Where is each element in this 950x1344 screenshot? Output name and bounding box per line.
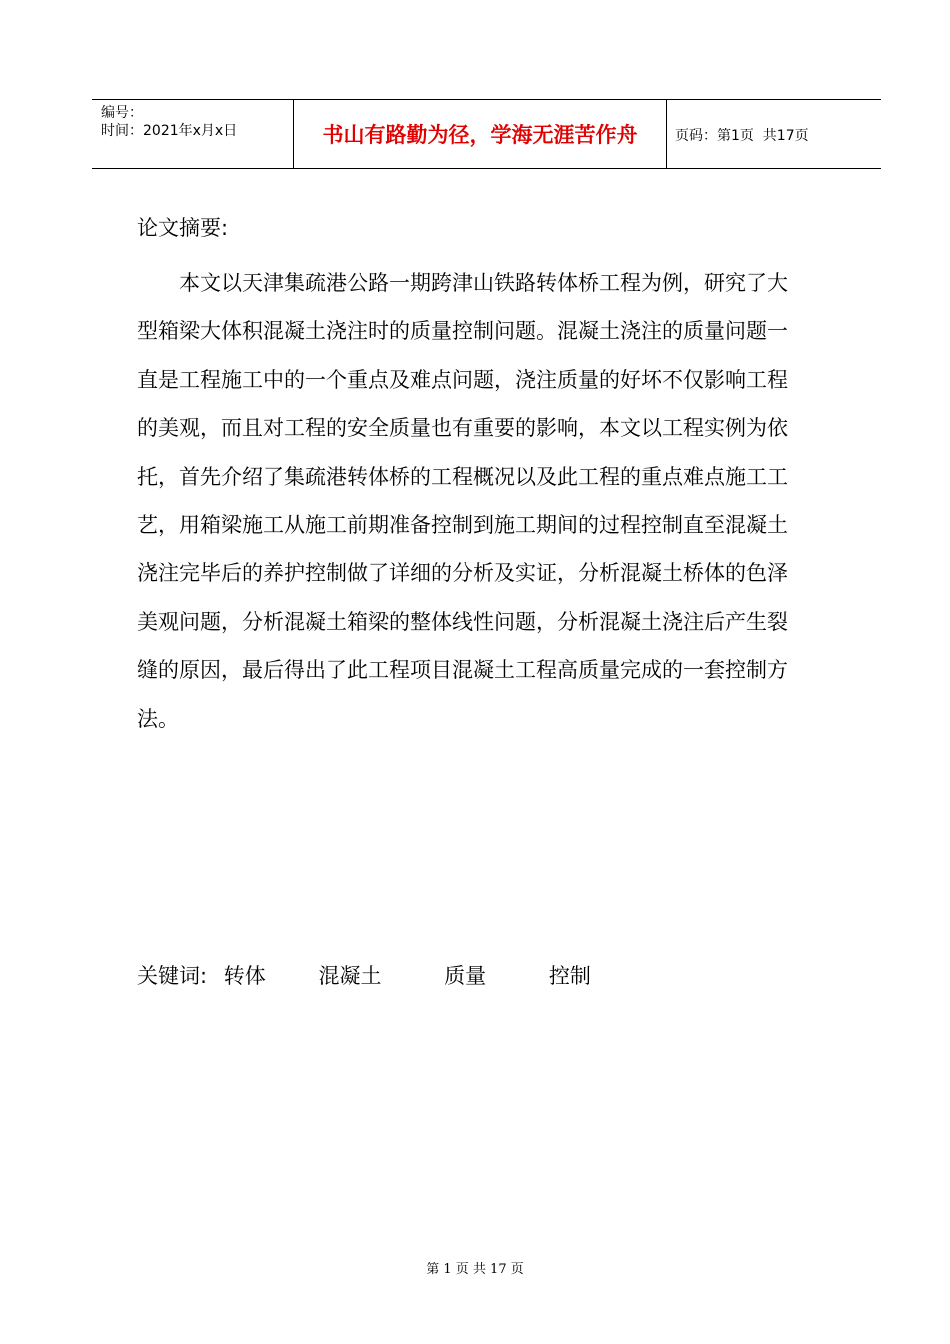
abstract-line: 法。 xyxy=(137,706,179,731)
keyword: 转体 xyxy=(223,964,266,988)
document-time: 时间：2021年x月x日 xyxy=(101,123,238,139)
keywords-label: 关键词: xyxy=(137,964,208,988)
header-meta xyxy=(101,104,237,140)
keyword: 混凝土 xyxy=(318,964,382,988)
keywords xyxy=(137,960,591,990)
abstract-line: 本文以天津集疏港公路一期跨津山铁路转体桥工程为例，研究了大 xyxy=(179,271,788,295)
page-footer: 第 1 页 共 17 页 xyxy=(426,1262,524,1277)
abstract-line: 艺，用箱梁施工从施工前期准备控制到施工期间的过程控制直至混凝土 xyxy=(137,513,788,538)
keyword: 控制 xyxy=(548,964,591,988)
header-page-info: 页码：第1页 共17页 xyxy=(675,128,809,144)
document-number-label: 编号： xyxy=(101,105,143,121)
abstract-line: 美观问题，分析混凝土箱梁的整体线性问题，分析混凝土浇注后产生裂 xyxy=(137,609,788,634)
document-header xyxy=(92,99,881,169)
abstract-line: 托，首先介绍了集疏港转体桥的工程概况以及此工程的重点难点施工工 xyxy=(137,464,788,489)
abstract-title: 论文摘要: xyxy=(137,216,229,240)
keyword: 质量 xyxy=(444,964,487,988)
header-divider xyxy=(666,100,667,168)
abstract-line: 缝的原因，最后得出了此工程项目混凝土工程高质量完成的一套控制方 xyxy=(137,658,788,683)
abstract-line: 直是工程施工中的一个重点及难点问题，浇注质量的好坏不仅影响工程 xyxy=(137,367,788,392)
abstract-line: 的美观，而且对工程的安全质量也有重要的影响，本文以工程实例为依 xyxy=(137,416,788,441)
abstract-line: 型箱梁大体积混凝土浇注时的质量控制问题。混凝土浇注的质量问题一 xyxy=(137,319,788,344)
header-motto: 书山有路勤为径，学海无涯苦作舟 xyxy=(322,123,638,147)
abstract-line: 浇注完毕后的养护控制做了详细的分析及实证，分析混凝土桥体的色泽 xyxy=(137,561,788,586)
abstract-body xyxy=(137,259,837,743)
